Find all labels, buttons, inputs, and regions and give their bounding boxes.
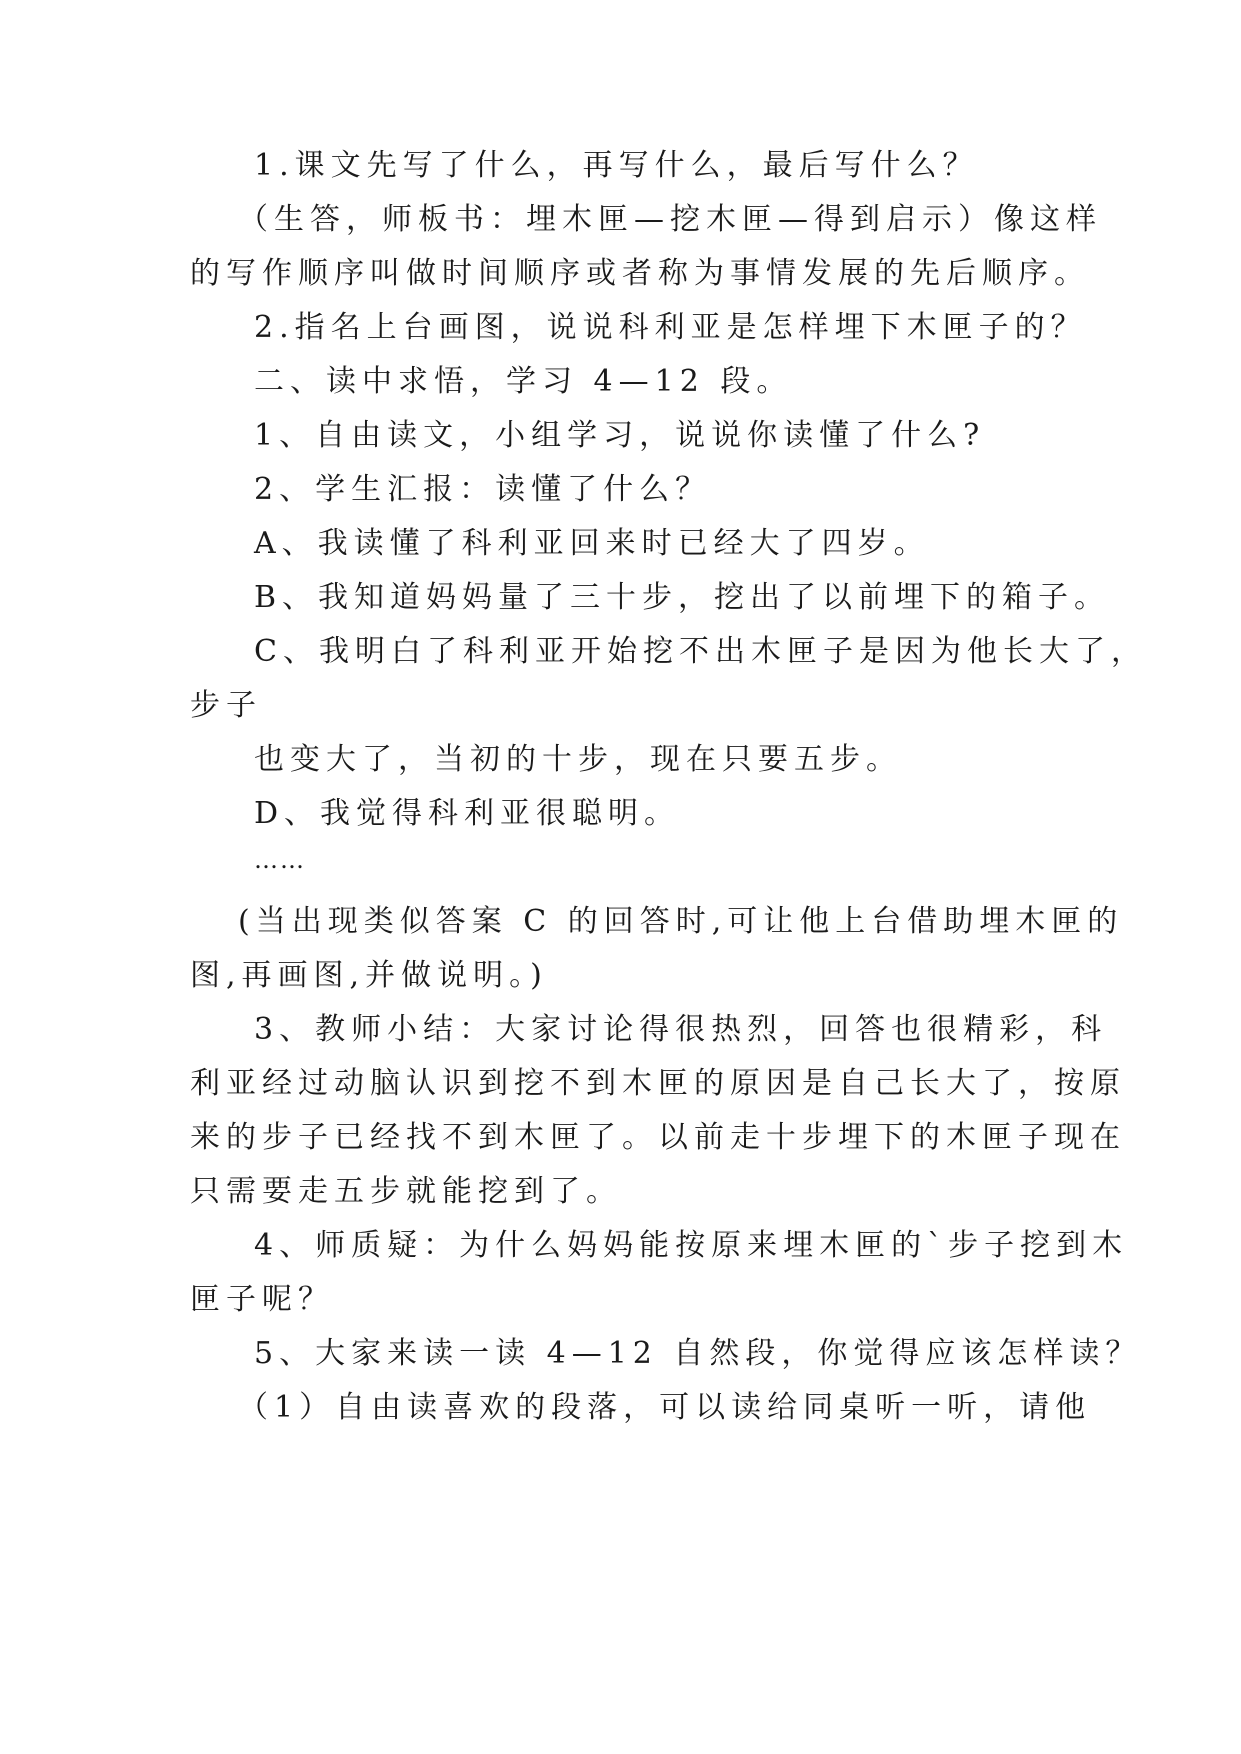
- summary-line: 3、教师小结：大家讨论得很热烈，回答也很精彩，科: [254, 1012, 1108, 1047]
- paragraph-line: 只需要走五步就能挖到了。: [190, 1174, 622, 1209]
- question-1: 1.课文先写了什么，再写什么，最后写什么？: [254, 148, 979, 183]
- paragraph-line: （1）自由读喜欢的段落，可以读给同桌听一听，请他: [238, 1390, 1092, 1425]
- paragraph-line: 来的步子已经找不到木匣了。以前走十步埋下的木匣子现在: [190, 1120, 1126, 1155]
- answer-c: C、我明白了科利亚开始挖不出木匣子是因为他长大了，: [254, 634, 1147, 669]
- paragraph-line: 匣子呢？: [190, 1282, 334, 1317]
- paragraph-line: 利亚经过动脑认识到挖不到木匣的原因是自己长大了，按原: [190, 1066, 1126, 1101]
- note-line: (当出现类似答案 C 的回答时,可让他上台借助埋木匣的: [238, 904, 1124, 939]
- answer-b: B、我知道妈妈量了三十步，挖出了以前埋下的箱子。: [254, 580, 1111, 615]
- note-line: 图,再画图,并做说明。): [190, 958, 548, 993]
- ellipsis: ……: [254, 846, 306, 874]
- section-heading: 二、读中求悟，学习 4—12 段。: [254, 364, 793, 399]
- paragraph-line: （生答，师板书：埋木匣—挖木匣—得到启示）像这样: [238, 202, 1102, 237]
- paragraph-line: 也变大了，当初的十步，现在只要五步。: [254, 742, 902, 777]
- paragraph-line: 步子: [190, 688, 262, 723]
- answer-a: A、我读懂了科利亚回来时已经大了四岁。: [254, 526, 930, 561]
- list-item: 2、学生汇报：读懂了什么？: [254, 472, 712, 507]
- list-item: 1、自由读文，小组学习，说说你读懂了什么?: [254, 418, 986, 453]
- paragraph-line: 的写作顺序叫做时间顺序或者称为事情发展的先后顺序。: [190, 256, 1090, 291]
- answer-d: D、我觉得科利亚很聪明。: [254, 796, 681, 831]
- question-5: 5、大家来读一读 4—12 自然段，你觉得应该怎样读？: [254, 1336, 1142, 1371]
- question-2: 2.指名上台画图，说说科利亚是怎样埋下木匣子的？: [254, 310, 1087, 345]
- question-4: 4、师质疑：为什么妈妈能按原来埋木匣的`步子挖到木: [254, 1228, 1129, 1263]
